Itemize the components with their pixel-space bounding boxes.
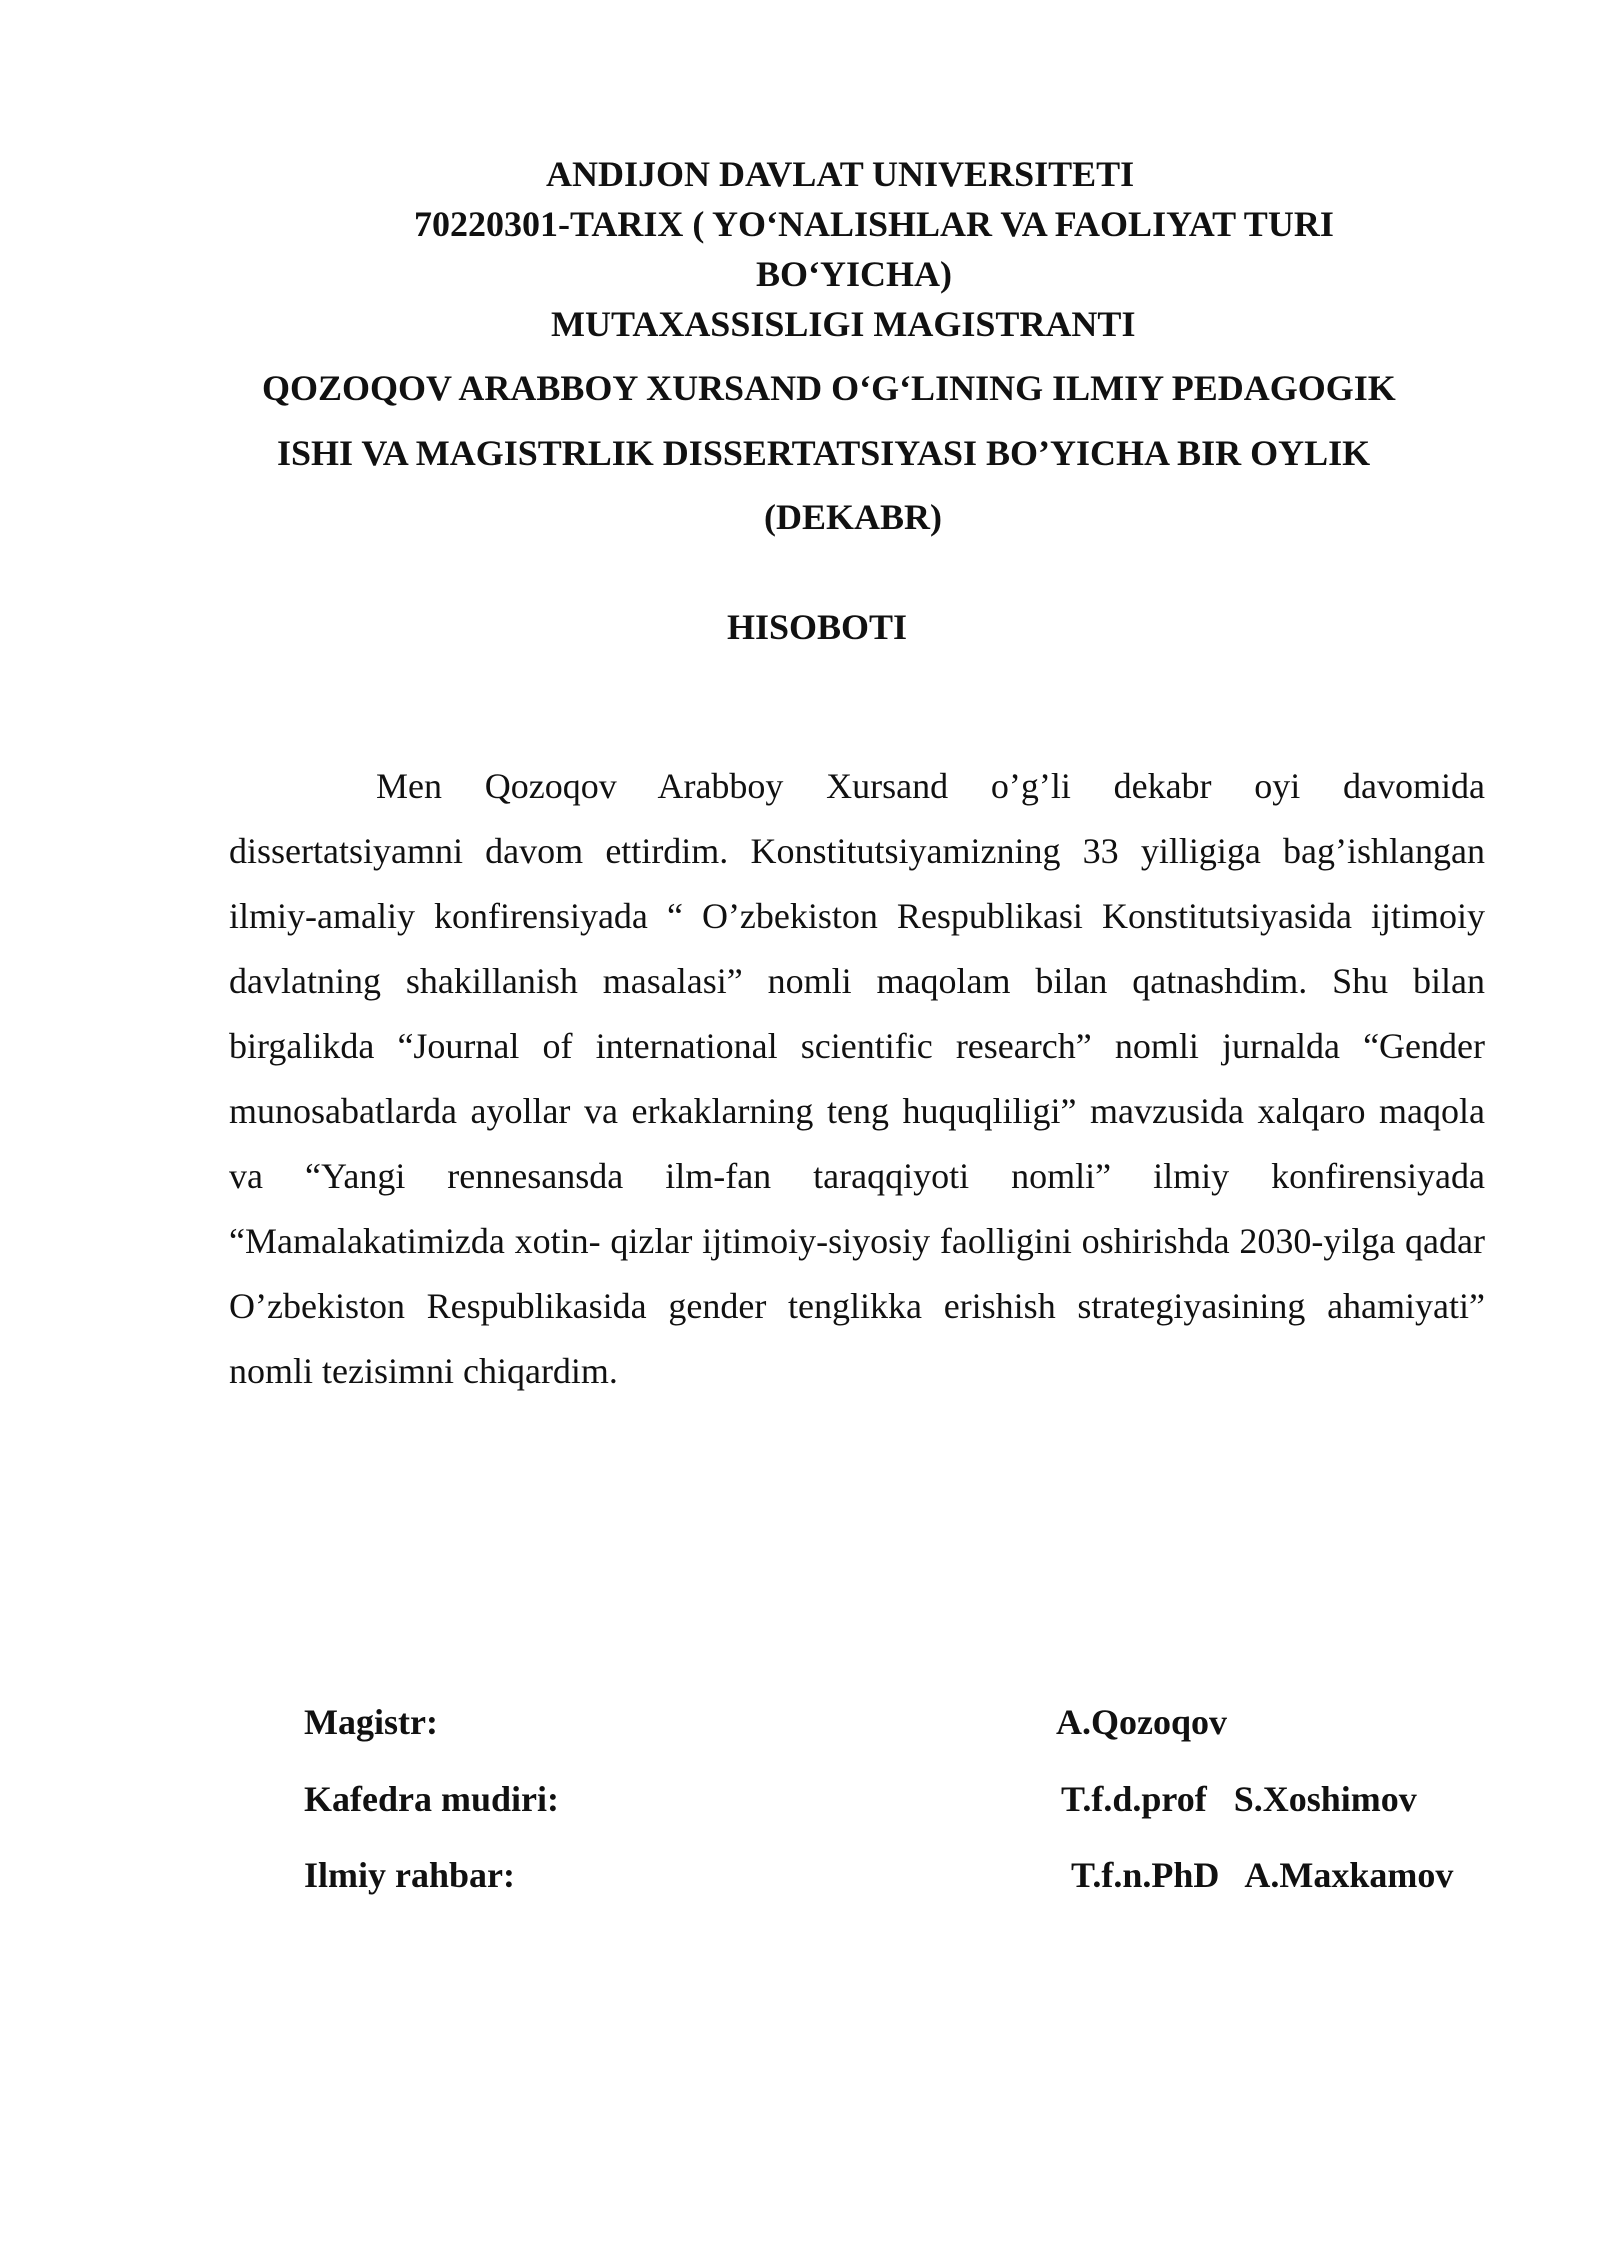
- document-title: HISOBOTI: [727, 607, 908, 647]
- report-subject-line: ISHI VA MAGISTRLIK DISSERTATSIYASI BO’YICHA BIR OYLIK: [277, 433, 1371, 473]
- signature-name-magistr: A.Qozoqov: [1056, 1702, 1227, 1742]
- report-month: (DEKABR): [764, 497, 942, 537]
- student-status-line: MUTAXASSISLIGI MAGISTRANTI: [551, 304, 1136, 344]
- university-name: ANDIJON DAVLAT UNIVERSITETI: [546, 154, 1135, 194]
- signature-label-rahbar: Ilmiy rahbar:: [304, 1855, 515, 1895]
- student-name-line: QOZOQOV ARABBOY XURSAND O‘G‘LINING ILMIY PEDAGOGIK: [262, 368, 1396, 408]
- specialty-line: 70220301-TARIX ( YO‘NALISHLAR VA FAOLIYAT TURI: [414, 204, 1334, 244]
- report-paragraph: Men Qozoqov Arabboy Xursand o’g’li dekabr oyi davomida dissertatsiyamni davom ettirdim. Konstitutsiyamizning 33 yilligiga bag’ishlangan ilmiy-amaliy konfirensiyada “ O’zbekiston Respublikasi Konstitutsiyasida ijtimoiy davlatning shakillanish masalasi” nomli maqolam bilan qatnashdim. Shu bilan birgalikda “Journal of international scientific research” nomli jurnalda “Gender munosabatlarda ayollar va erkaklarning teng huquqliligi” mavzusida xalqaro maqola va “Yangi rennesansda ilm-fan taraqqiyoti nomli” ilmiy konfirensiyada “Mamalakatimizda xotin- qizlar ijtimoiy-siyosiy faolligini oshirishda 2030-yilga qadar O’zbekiston Respublikasida gender tenglikka erishish strategiyasining ahamiyati” nomli tezisimni chiqardim.: [229, 766, 1485, 1391]
- signature-label-kafedra: Kafedra mudiri:: [304, 1779, 559, 1819]
- specialty-line-continued: BO‘YICHA): [756, 254, 952, 294]
- signature-name-kafedra: T.f.d.prof S.Xoshimov: [1061, 1779, 1417, 1819]
- signature-name-rahbar: T.f.n.PhD A.Maxkamov: [1071, 1855, 1454, 1895]
- signature-label-magistr: Magistr:: [304, 1702, 438, 1742]
